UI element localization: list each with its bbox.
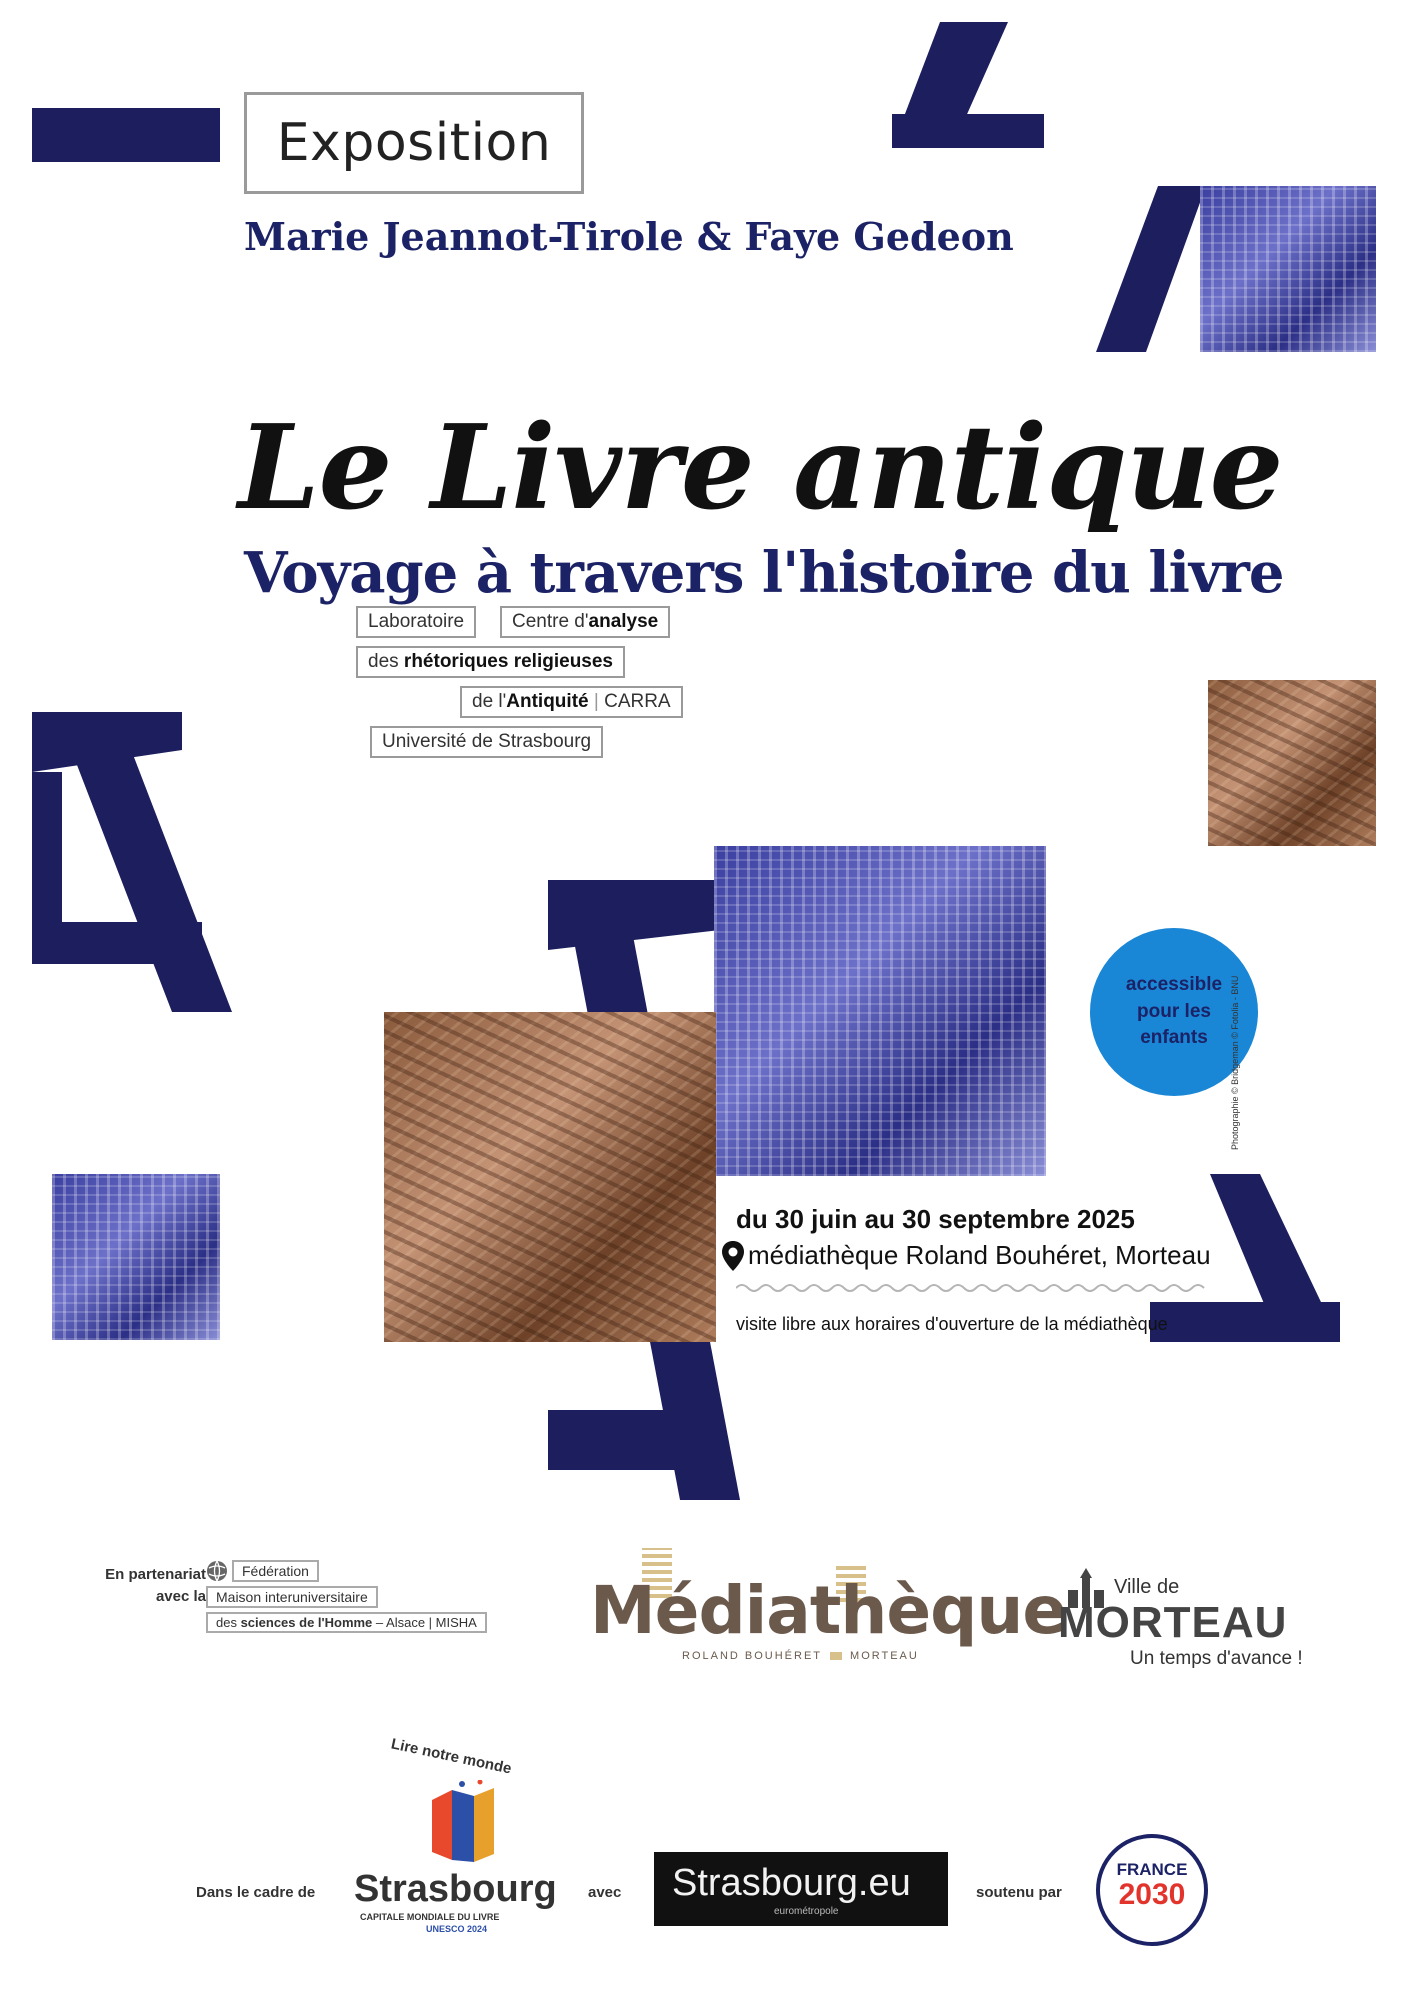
books-icon: [422, 1780, 502, 1862]
main-title: Le Livre antique: [238, 400, 1283, 536]
morteau-word: MORTEAU: [1058, 1598, 1288, 1647]
misha-line1: Fédération: [232, 1560, 319, 1582]
misha-line3: des sciences de l'Homme – Alsace | MISHA: [206, 1612, 487, 1633]
event-dates: du 30 juin au 30 septembre 2025: [736, 1204, 1135, 1234]
partner-intro: En partenariat avec la: [105, 1566, 206, 1605]
lab-row4: Université de Strasbourg: [370, 726, 603, 758]
ville-de: Ville de: [1114, 1576, 1180, 1598]
location-pin-icon: [722, 1241, 744, 1271]
mediatheque-word: Médiathèque: [590, 1572, 1067, 1649]
globe-icon: [206, 1560, 228, 1582]
avec-text: avec: [588, 1884, 622, 1901]
papyrus-photo-center: [384, 1012, 716, 1342]
papyrus-photo-right: [1208, 680, 1376, 846]
authors: Marie Jeannot-Tirole & Faye Gedeon: [244, 214, 1014, 259]
capitale-text: CAPITALE MONDIALE DU LIVRE: [360, 1912, 500, 1922]
soutenu-text: soutenu par: [976, 1884, 1062, 1901]
temple-photo-center: [714, 846, 1046, 1176]
misha-logo: [206, 1560, 526, 1633]
deco-glyph-upper-right: [1096, 186, 1206, 352]
france-text: FRANCE: [1116, 1860, 1188, 1879]
deco-bar-top-left: [32, 108, 220, 162]
event-location-row: [722, 1240, 1211, 1271]
subtitle: Voyage à travers l'histoire du livre: [244, 540, 1284, 606]
year-text: 2030: [1118, 1878, 1186, 1911]
deco-glyph-top-right: [880, 20, 1050, 178]
mediatheque-sub: ROLAND BOUHÉRET MORTEAU: [682, 1650, 919, 1662]
eurometropole-logo: [654, 1852, 948, 1926]
strasbourg-word: Strasbourg: [354, 1868, 557, 1910]
exposition-label: Exposition: [276, 113, 552, 173]
kids-badge-text: accessible pour les enfants: [1125, 974, 1223, 1049]
morteau-logo: [1058, 1568, 1338, 1668]
mediatheque-logo: [590, 1548, 1067, 1668]
event-location: médiathèque Roland Bouhéret, Morteau: [748, 1240, 1211, 1270]
lab-row1-b: Centre d'analyse: [500, 606, 670, 638]
deco-glyph-left: [32, 712, 232, 1012]
lab-row2: des rhétoriques religieuses: [356, 646, 625, 678]
eu-main: Strasbourg.eu: [672, 1862, 911, 1904]
morteau-tagline: Un temps d'avance !: [1130, 1648, 1303, 1669]
wavy-divider: [736, 1282, 1210, 1294]
lab-row3: de l'Antiquité | CARRA: [460, 686, 683, 718]
event-visit: visite libre aux horaires d'ouverture de la médiathèque: [736, 1314, 1168, 1334]
photo-credit: Photographie © Bridgeman © Fotolia - BNU: [1230, 975, 1240, 1150]
misha-line2: Maison interuniversitaire: [206, 1586, 378, 1608]
cadre-text: Dans le cadre de: [196, 1884, 316, 1901]
lab-row1-a: Laboratoire: [356, 606, 476, 638]
temple-photo-upper-right: [1200, 186, 1376, 352]
france2030-logo: [1096, 1834, 1208, 1946]
exposition-box: [244, 92, 584, 194]
engraving-photo-left: [52, 1174, 220, 1340]
eu-sub: eurométropole: [774, 1906, 839, 1917]
lire-notre-monde: Lire notre monde: [389, 1735, 513, 1778]
unesco-text: UNESCO 2024: [426, 1924, 488, 1934]
strasbourg-capitale-logo: [350, 1735, 570, 1940]
